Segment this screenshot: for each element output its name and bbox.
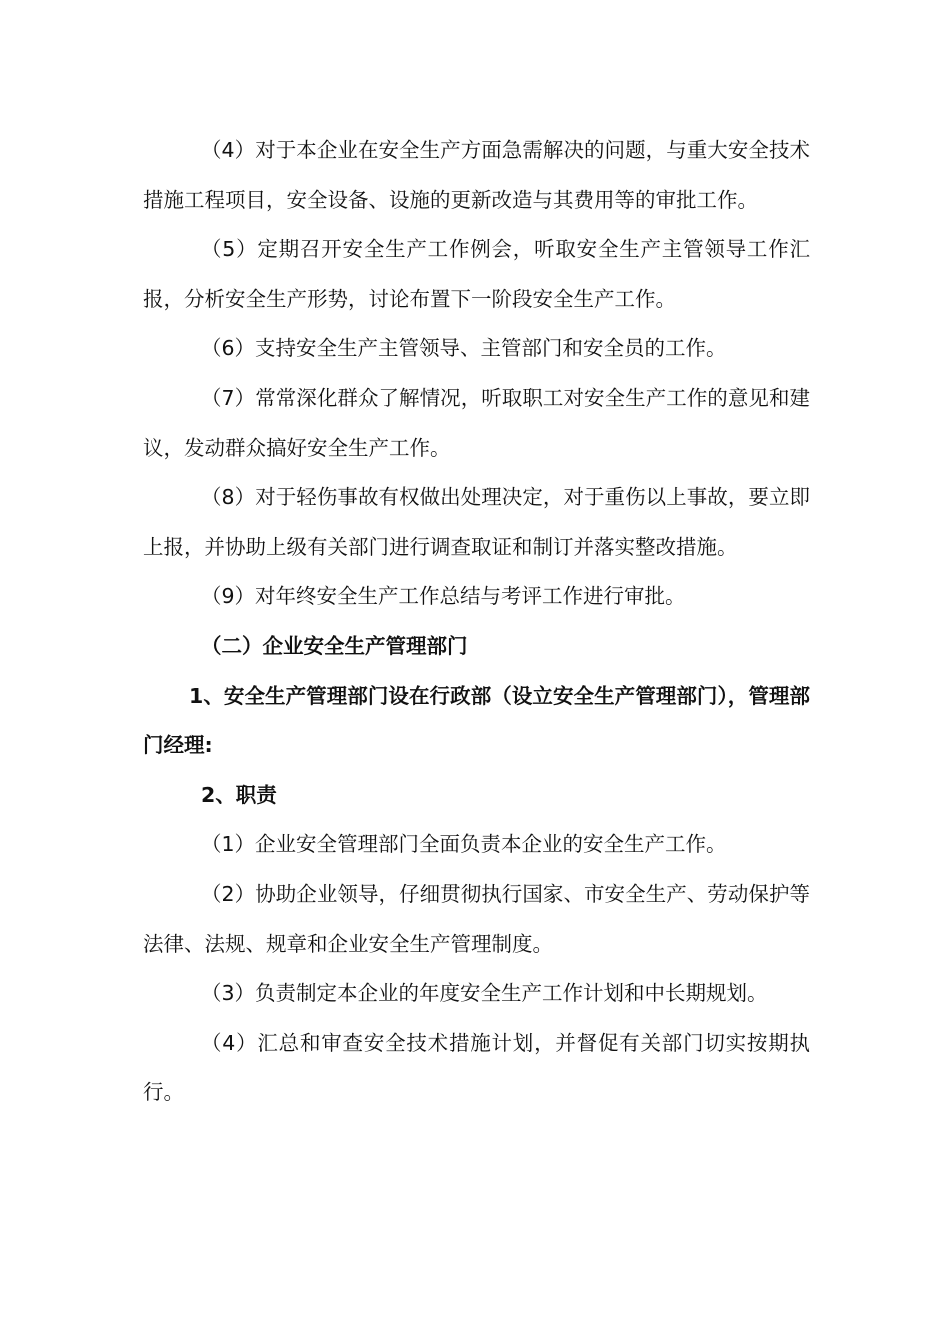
paragraph-duty-1: （1）企业安全管理部门全面负责本企业的安全生产工作。 bbox=[201, 832, 727, 857]
document-body bbox=[143, 126, 810, 1118]
paragraph-item-6-support: （6）支持安全生产主管领导、主管部门和安全员的工作。 bbox=[201, 336, 727, 361]
subsection-heading-department: 1、安全生产管理部门设在行政部（设立安全生产管理部门），管理部门经理: bbox=[143, 683, 810, 758]
paragraph-item-8-accidents: （8）对于轻伤事故有权做出处理决定，对于重伤以上事故，要立即上报，并协助上级有关部门进行调查取证和制订并落实整改措施。 bbox=[143, 485, 810, 559]
paragraph-item-4-approval: （4）对于本企业在安全生产方面急需解决的问题，与重大安全技术措施工程项目，安全设备、设施的更新改造与其费用等的审批工作。 bbox=[143, 138, 810, 212]
paragraph-item-9-review: （9）对年终安全生产工作总结与考评工作进行审批。 bbox=[201, 584, 686, 609]
paragraph-duty-2: （2）协助企业领导，仔细贯彻执行国家、市安全生产、劳动保护等法律、法规、规章和企业安全生产管理制度。 bbox=[143, 881, 810, 956]
paragraph-item-5-meetings: （5）定期召开安全生产工作例会，听取安全生产主管领导工作汇报，分析安全生产形势，讨论布置下一阶段安全生产工作。 bbox=[143, 237, 810, 311]
subsection-heading-duties: 2、职责 bbox=[201, 782, 277, 807]
paragraph-item-7-masses: （7）常常深化群众了解情况，听取职工对安全生产工作的意见和建议，发动群众搞好安全生产工作。 bbox=[143, 385, 810, 460]
paragraph-duty-4: （4）汇总和审查安全技术措施计划，并督促有关部门切实按期执行。 bbox=[143, 1030, 810, 1105]
section-heading: （二）企业安全生产管理部门 bbox=[201, 633, 468, 658]
paragraph-duty-3: （3）负责制定本企业的年度安全生产工作计划和中长期规划。 bbox=[201, 981, 768, 1006]
